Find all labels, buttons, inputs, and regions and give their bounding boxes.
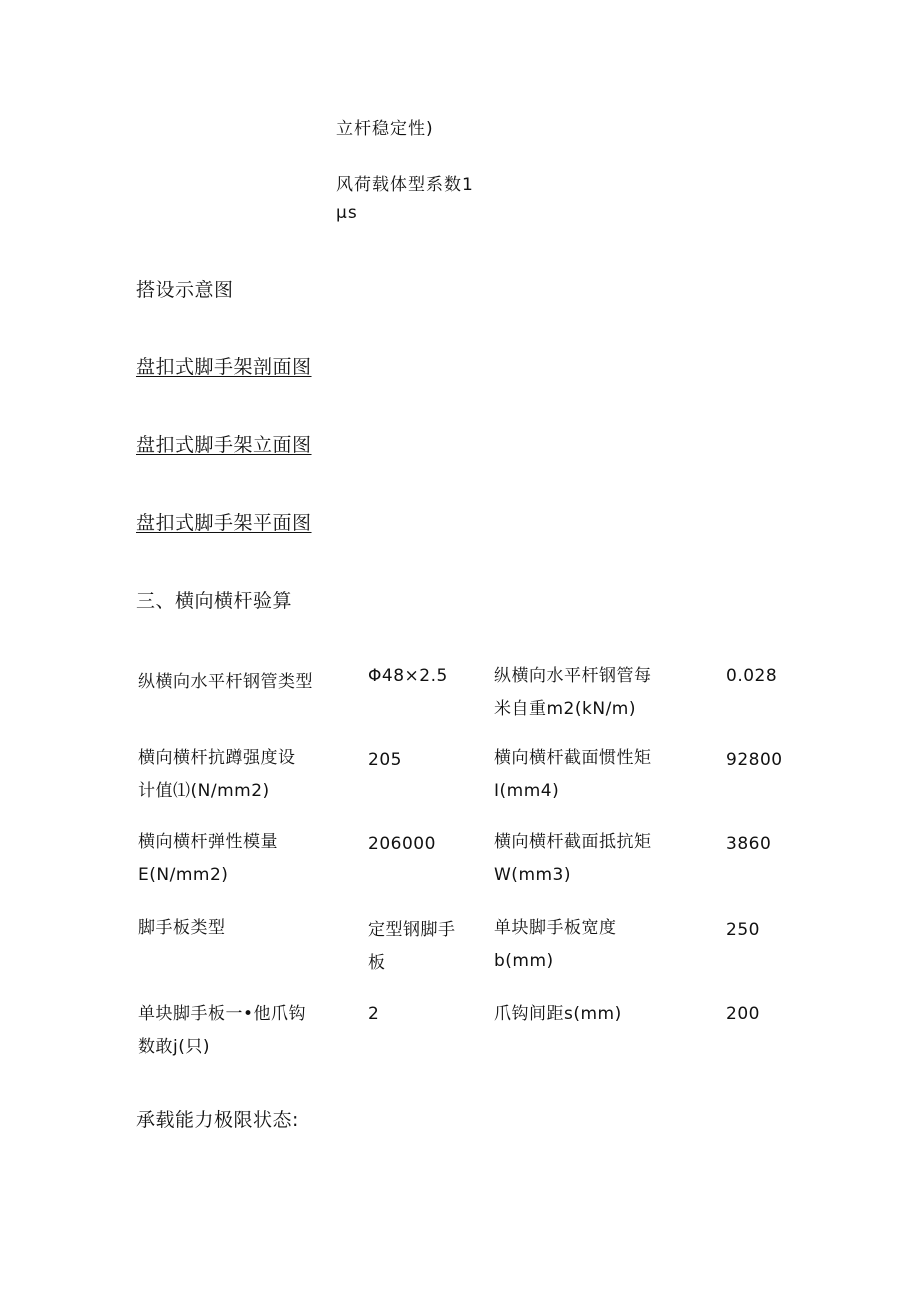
param-value: 206000	[368, 834, 436, 854]
param-label: 横向横杆抗蹲强度设 计值⑴(N∕mm2)	[138, 748, 296, 801]
param-label: 横向横杆弹性模量 E(N∕mm2)	[138, 832, 278, 885]
param-value: 205	[368, 750, 402, 770]
link-elevation-view[interactable]: 盘扣式脚手架立面图	[136, 434, 312, 456]
ultimate-limit-state-heading: 承载能力极限状态:	[136, 1109, 299, 1131]
param-value-2: 3860	[726, 834, 772, 854]
top-line-2: 风荷载体型系数1	[336, 175, 474, 195]
param-value: 定型钢脚手 板	[368, 920, 456, 973]
param-label: 脚手板类型	[138, 918, 226, 938]
param-value: Φ48×2.5	[368, 666, 448, 686]
section-diagram-heading: 搭设示意图	[136, 279, 234, 301]
section-3-title: 三、横向横杆验算	[136, 590, 293, 612]
param-label: 单块脚手板一•他爪钩 数敢j(只)	[138, 1004, 307, 1057]
param-label-2: 横向横杆截面惯性矩 I(mm4)	[494, 748, 652, 801]
param-value-2: 250	[726, 920, 760, 940]
param-label-2: 纵横向水平杆钢管每 米自重m2(kN∕m)	[494, 666, 652, 719]
param-label-2: 横向横杆截面抵抗矩 W(mm3)	[494, 832, 652, 885]
param-label: 纵横向水平杆钢管类型	[138, 672, 313, 692]
param-label-2: 单块脚手板宽度 b(mm)	[494, 918, 617, 971]
top-line-3: μs	[336, 203, 358, 223]
param-value-2: 200	[726, 1004, 760, 1024]
param-value-2: 0.028	[726, 666, 778, 686]
param-label-2: 爪钩间距s(mm)	[494, 1004, 622, 1024]
param-value: 2	[368, 1004, 380, 1024]
link-section-view[interactable]: 盘扣式脚手架剖面图	[136, 356, 312, 378]
param-value-2: 92800	[726, 750, 783, 770]
top-line-1: 立杆稳定性)	[336, 119, 434, 139]
link-plan-view[interactable]: 盘扣式脚手架平面图	[136, 512, 312, 534]
